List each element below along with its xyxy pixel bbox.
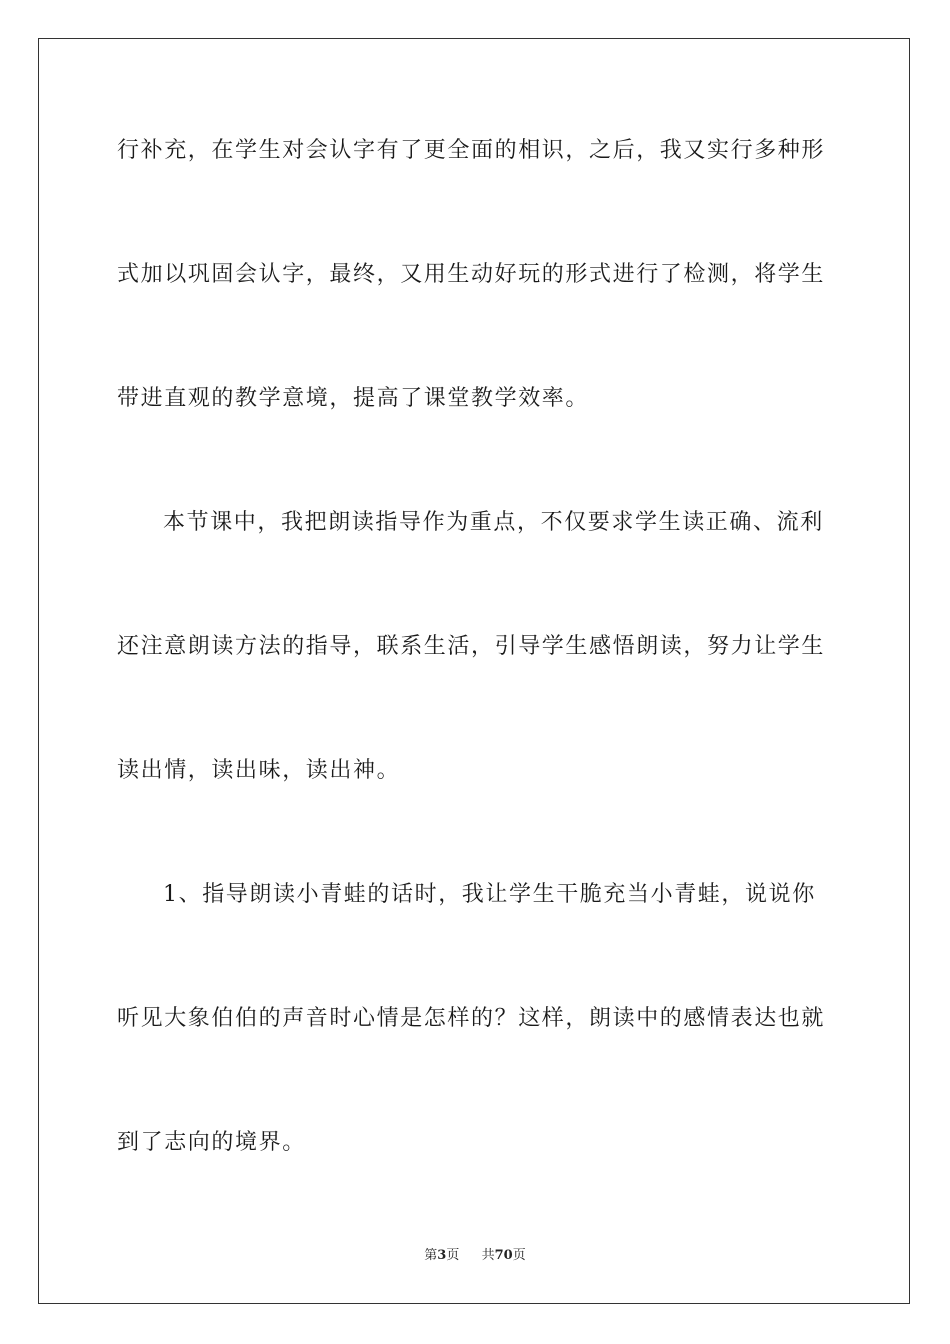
text-line-3: 带进直观的教学意境，提高了课堂教学效率。 — [117, 386, 590, 411]
text-line-9: 到了志向的境界。 — [117, 1130, 306, 1155]
footer-total-suffix: 页 — [512, 1248, 526, 1263]
text-line-7: 1、指导朗读小青蛙的话时，我让学生干脆充当小青蛙，说说你 — [163, 882, 816, 907]
text-line-2: 式加以巩固会认字，最终，又用生动好玩的形式进行了检测，将学生 — [117, 262, 826, 287]
footer-page-number: 3 — [437, 1248, 447, 1263]
text-line-6: 读出情，读出味，读出神。 — [117, 758, 401, 783]
text-line-4: 本节课中，我把朗读指导作为重点，不仅要求学生读正确、流利 — [163, 510, 824, 535]
text-line-5: 还注意朗读方法的指导，联系生活，引导学生感悟朗读，努力让学生 — [117, 634, 826, 659]
page-footer — [0, 1247, 950, 1265]
footer-total-pages: 70 — [494, 1248, 513, 1263]
footer-page-prefix: 第 — [424, 1248, 438, 1263]
text-line-1: 行补充，在学生对会认字有了更全面的相识，之后，我又实行多种形 — [117, 138, 826, 163]
page-border — [38, 38, 910, 1304]
text-line-8: 听见大象伯伯的声音时心情是怎样的？这样，朗读中的感情表达也就 — [117, 1006, 826, 1031]
footer-page-suffix: 页 — [446, 1248, 460, 1263]
footer-total-prefix: 共 — [481, 1248, 495, 1263]
